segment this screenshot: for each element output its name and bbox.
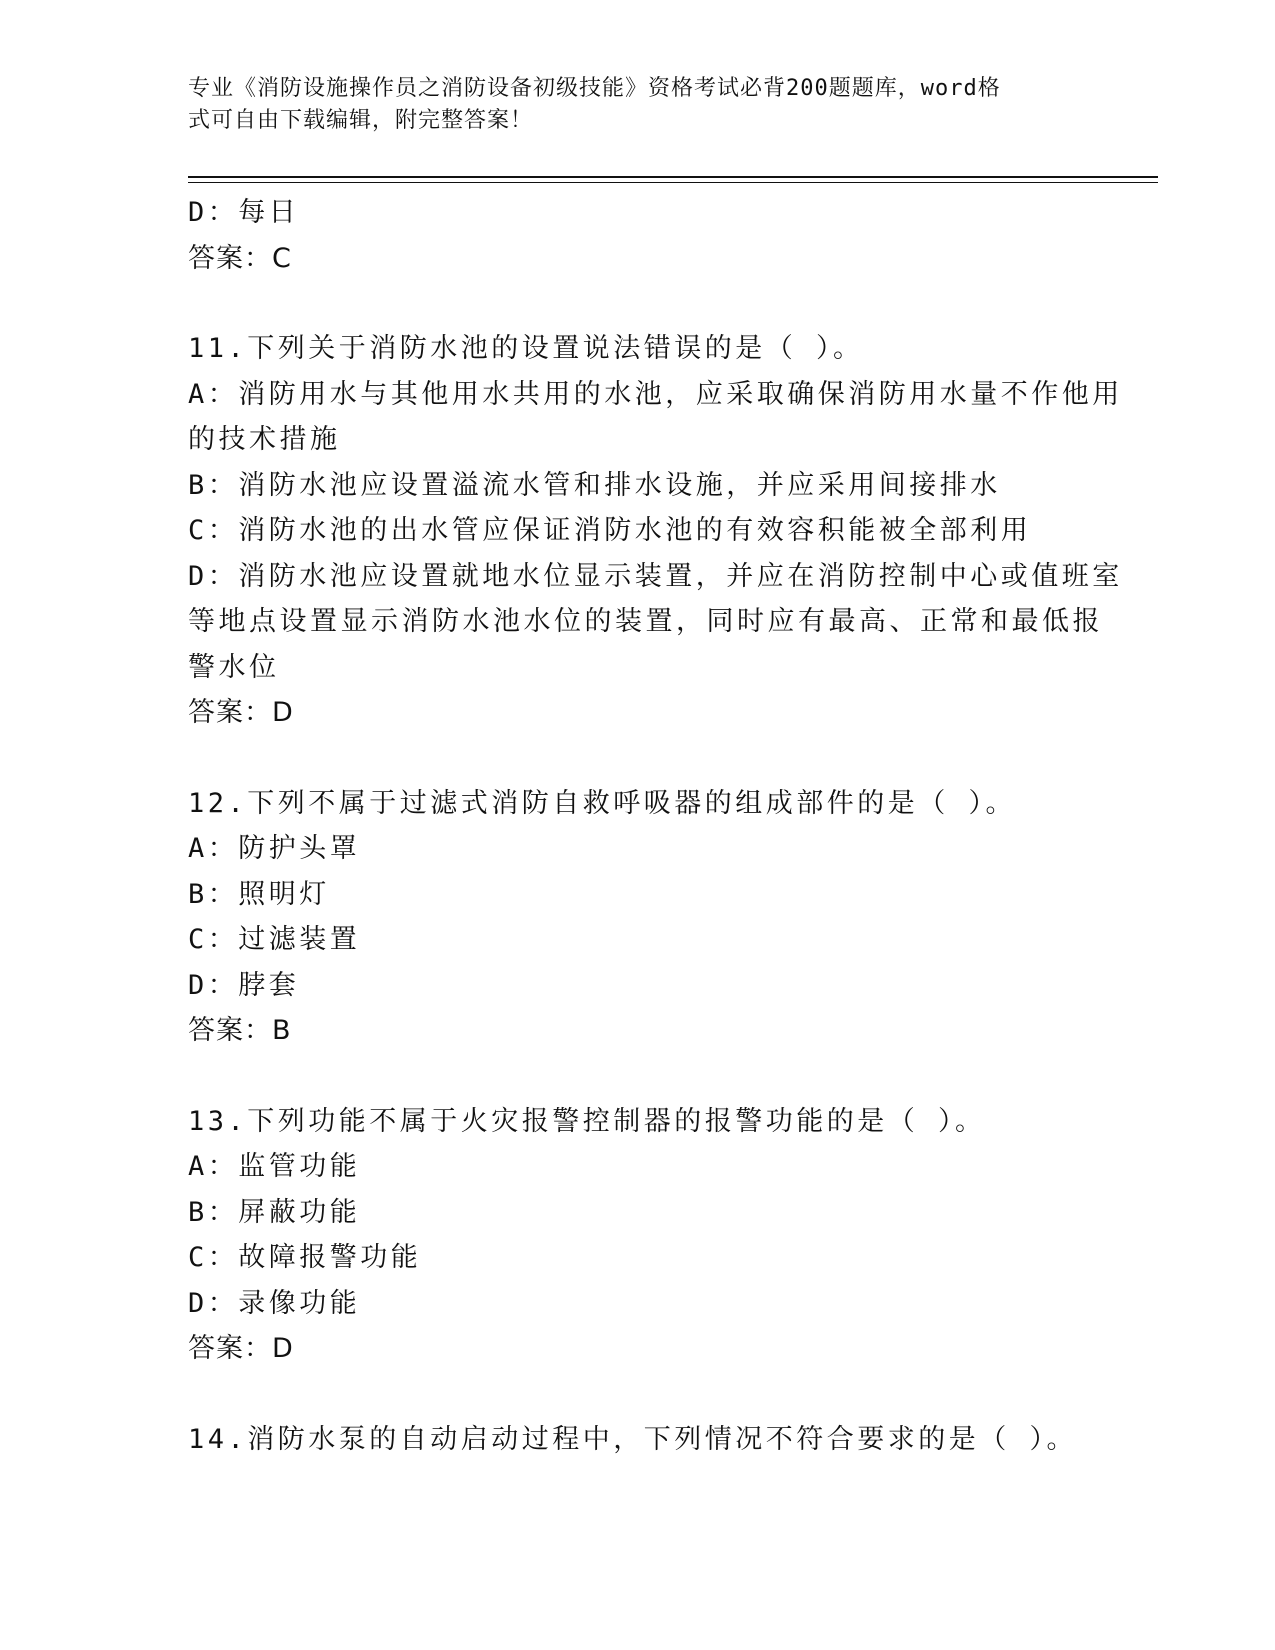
option-d-continued: 等地点设置显示消防水池水位的装置，同时应有最高、正常和最低报 bbox=[188, 606, 1103, 637]
previous-question-tail bbox=[188, 190, 1088, 281]
option-a-continued: 的技术措施 bbox=[188, 424, 341, 455]
document-header bbox=[188, 73, 1068, 137]
spacer bbox=[188, 281, 1088, 326]
option-d-continued: 警水位 bbox=[188, 651, 280, 683]
option-b: B：消防水池应设置溢流水管和排水设施，并应采用间接排水 bbox=[188, 469, 1001, 501]
option-a: A：消防用水与其他用水共用的水池，应采取确保消防用水量不作他用 bbox=[188, 378, 1123, 410]
option-c: C：过滤装置 bbox=[188, 924, 361, 955]
document-body bbox=[188, 190, 1123, 1462]
question-13 bbox=[188, 1099, 1088, 1372]
spacer bbox=[188, 736, 1088, 781]
option-c: C：消防水池的出水管应保证消防水池的有效容积能被全部利用 bbox=[188, 515, 1032, 546]
option-c: C：故障报警功能 bbox=[188, 1242, 422, 1273]
option-d: D：脖套 bbox=[188, 969, 300, 1001]
spacer bbox=[188, 1054, 1088, 1099]
option-b: B：照明灯 bbox=[188, 878, 330, 910]
question-stem: 14.消防水泵的自动启动过程中，下列情况不符合要求的是（ ）。 bbox=[188, 1423, 1078, 1455]
option-a: A：防护头罩 bbox=[188, 833, 361, 864]
header-rule-thick bbox=[188, 176, 1158, 178]
question-12 bbox=[188, 781, 1088, 1054]
question-14 bbox=[188, 1417, 1088, 1463]
header-line-2: 式可自由下载编辑，附完整答案！ bbox=[188, 108, 534, 133]
question-11 bbox=[188, 326, 1123, 736]
spacer bbox=[188, 1372, 1088, 1417]
header-line-1: 专业《消防设施操作员之消防设备初级技能》资格考试必背200题题库，word格 bbox=[188, 76, 1001, 101]
option-d: D：录像功能 bbox=[188, 1287, 361, 1319]
answer-line: 答案：C bbox=[188, 242, 292, 274]
question-stem: 13.下列功能不属于火灾报警控制器的报警功能的是（ ）。 bbox=[188, 1105, 986, 1137]
answer-line: 答案：B bbox=[188, 1015, 292, 1046]
option-b: B：屏蔽功能 bbox=[188, 1196, 361, 1228]
option-a: A：监管功能 bbox=[188, 1151, 361, 1182]
option-d: D：消防水池应设置就地水位显示装置，并应在消防控制中心或值班室 bbox=[188, 560, 1123, 592]
answer-line: 答案：D bbox=[188, 1333, 294, 1364]
option-d: D：每日 bbox=[188, 197, 300, 228]
header-rule-thin bbox=[188, 182, 1158, 183]
answer-line: 答案：D bbox=[188, 697, 294, 728]
question-stem: 12.下列不属于过滤式消防自救呼吸器的组成部件的是（ ）。 bbox=[188, 787, 1017, 819]
question-stem: 11.下列关于消防水池的设置说法错误的是（ ）。 bbox=[188, 333, 864, 364]
